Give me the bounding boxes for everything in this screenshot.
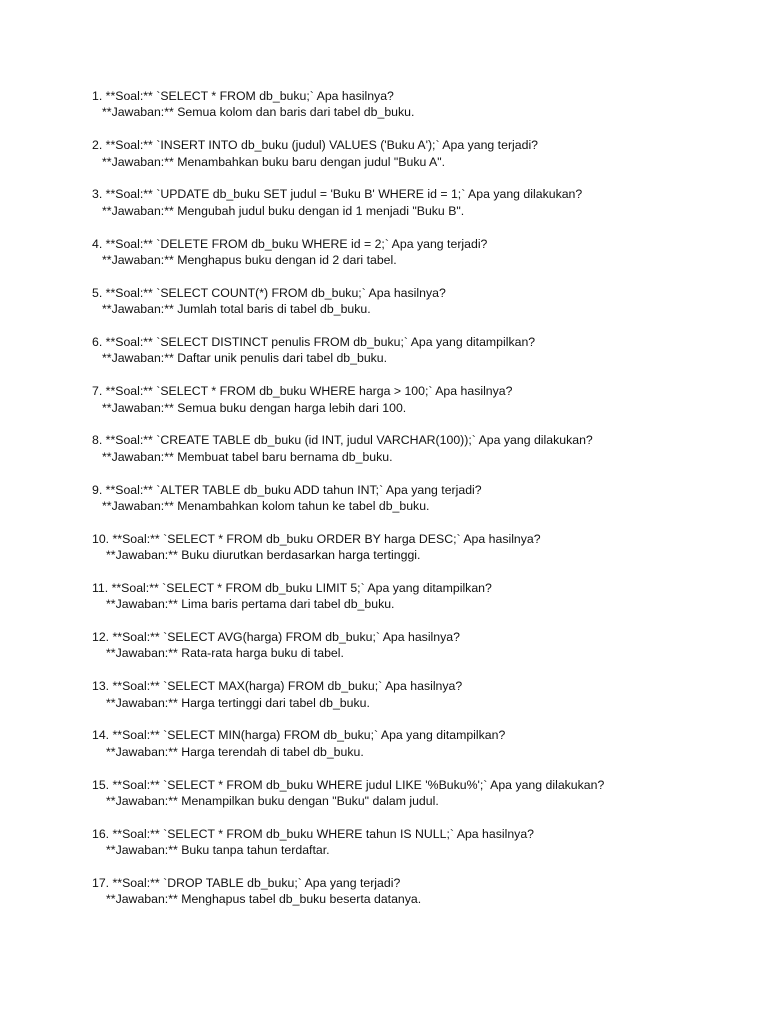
question-text: 14. **Soal:** `SELECT MIN(harga) FROM db_buku;` Apa yang ditampilkan? [92,728,506,743]
answer-text: **Jawaban:** Harga tertinggi dari tabel db_buku. [106,695,370,710]
document-page [92,88,742,924]
question-text: 3. **Soal:** `UPDATE db_buku SET judul = 'Buku B' WHERE id = 1;` Apa yang dilakukan? [92,187,583,202]
qa-item-4 [92,236,742,285]
question-text: 7. **Soal:** `SELECT * FROM db_buku WHERE harga > 100;` Apa hasilnya? [92,384,513,399]
qa-item-8 [92,432,742,481]
answer-text: **Jawaban:** Mengubah judul buku dengan id 1 menjadi "Buku B". [102,203,465,218]
answer-text: **Jawaban:** Menghapus buku dengan id 2 dari tabel. [102,252,397,267]
question-text: 11. **Soal:** `SELECT * FROM db_buku LIMIT 5;` Apa yang ditampilkan? [92,580,492,595]
qa-item-14 [92,727,742,776]
qa-item-12 [92,629,742,678]
answer-text: **Jawaban:** Buku tanpa tahun terdaftar. [106,843,330,858]
question-text: 6. **Soal:** `SELECT DISTINCT penulis FROM db_buku;` Apa yang ditampilkan? [92,334,536,349]
qa-item-1 [92,88,742,137]
qa-item-5 [92,285,742,334]
question-text: 16. **Soal:** `SELECT * FROM db_buku WHERE tahun IS NULL;` Apa hasilnya? [92,826,534,841]
question-text: 5. **Soal:** `SELECT COUNT(*) FROM db_buku;` Apa hasilnya? [92,285,446,300]
answer-text: **Jawaban:** Semua buku dengan harga lebih dari 100. [102,400,407,415]
qa-item-7 [92,383,742,432]
qa-item-10 [92,531,742,580]
qa-item-2 [92,137,742,186]
answer-text: **Jawaban:** Menampilkan buku dengan "Buku" dalam judul. [106,794,439,809]
answer-text: **Jawaban:** Jumlah total baris di tabel db_buku. [102,302,371,317]
question-text: 2. **Soal:** `INSERT INTO db_buku (judul) VALUES ('Buku A');` Apa yang terjadi? [92,138,539,153]
answer-text: **Jawaban:** Menambahkan kolom tahun ke tabel db_buku. [102,498,430,513]
question-text: 4. **Soal:** `DELETE FROM db_buku WHERE id = 2;` Apa yang terjadi? [92,236,488,251]
qa-item-16 [92,826,742,875]
answer-text: **Jawaban:** Membuat tabel baru bernama db_buku. [102,449,393,464]
question-text: 13. **Soal:** `SELECT MAX(harga) FROM db_buku;` Apa hasilnya? [92,679,463,694]
answer-text: **Jawaban:** Harga terendah di tabel db_buku. [106,744,364,759]
answer-text: **Jawaban:** Buku diurutkan berdasarkan harga tertinggi. [106,548,421,563]
answer-text: **Jawaban:** Lima baris pertama dari tabel db_buku. [106,597,395,612]
question-text: 17. **Soal:** `DROP TABLE db_buku;` Apa yang terjadi? [92,876,401,890]
question-text: 12. **Soal:** `SELECT AVG(harga) FROM db_buku;` Apa hasilnya? [92,630,460,645]
qa-item-15 [92,777,742,826]
answer-text: **Jawaban:** Semua kolom dan baris dari tabel db_buku. [102,105,415,120]
question-text: 10. **Soal:** `SELECT * FROM db_buku ORDER BY harga DESC;` Apa hasilnya? [92,531,541,546]
question-text: 15. **Soal:** `SELECT * FROM db_buku WHERE judul LIKE '%Buku%';` Apa yang dilakukan? [92,777,605,792]
qa-item-17 [92,875,742,924]
question-text: 8. **Soal:** `CREATE TABLE db_buku (id INT, judul VARCHAR(100));` Apa yang dilakukan? [92,433,593,448]
qa-item-6 [92,334,742,383]
answer-text: **Jawaban:** Daftar unik penulis dari tabel db_buku. [102,351,388,366]
answer-text: **Jawaban:** Menambahkan buku baru dengan judul "Buku A". [102,154,446,169]
answer-text: **Jawaban:** Rata-rata harga buku di tabel. [106,646,344,661]
question-text: 1. **Soal:** `SELECT * FROM db_buku;` Apa hasilnya? [92,89,394,103]
qa-item-9 [92,482,742,531]
qa-item-3 [92,186,742,235]
qa-item-11 [92,580,742,629]
question-text: 9. **Soal:** `ALTER TABLE db_buku ADD tahun INT;` Apa yang terjadi? [92,482,482,497]
answer-text: **Jawaban:** Menghapus tabel db_buku beserta datanya. [106,892,422,907]
qa-item-13 [92,678,742,727]
